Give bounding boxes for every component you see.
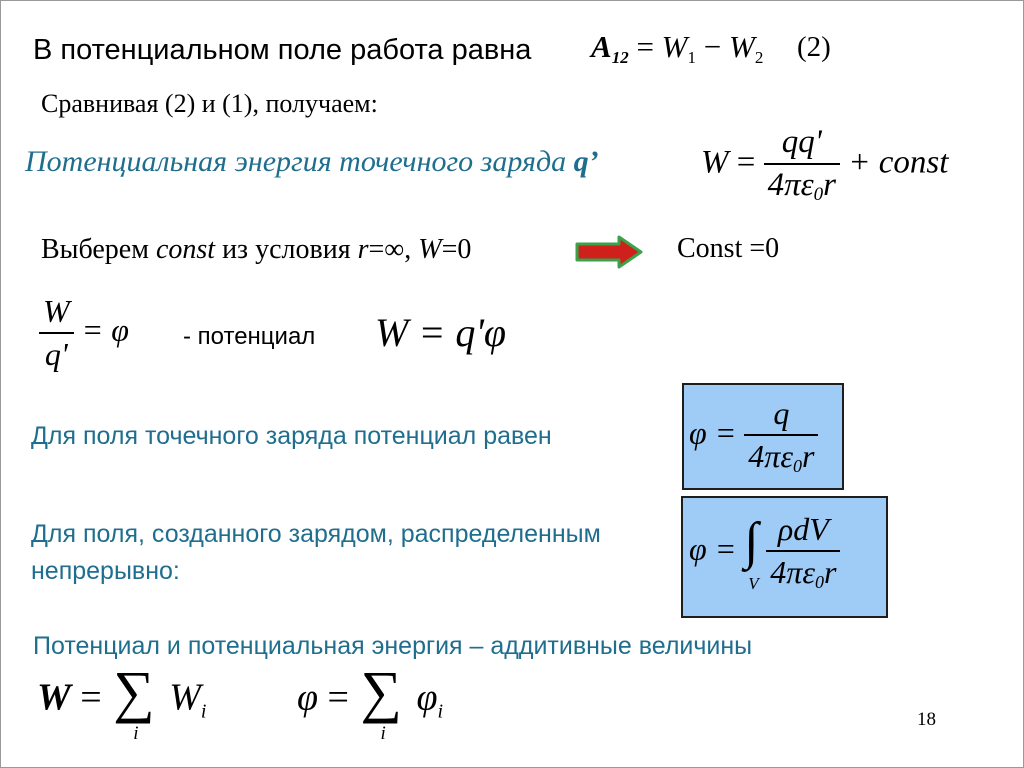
- page-number: 18: [917, 709, 936, 730]
- comparison-text: Сравнивая (2) и (1), получаем:: [41, 89, 378, 118]
- continuous-charge-potential-box: [681, 496, 888, 618]
- right-arrow-icon: [575, 235, 643, 269]
- additive-quantities-text: Потенциал и потенциальная энергия – аддитивные величины: [33, 632, 753, 660]
- potential-energy-equation: W = $\frac{qq'}{4\pi\varepsilon 0r}$ + const: [701, 124, 949, 205]
- continuous-charge-potential-formula: φ = ∫ V $\frac{\text{ρdV}}{4\pi\varepsilon 0r}$: [689, 511, 840, 593]
- const-result: Const =0: [677, 233, 780, 264]
- potential-energy-heading: Потенциальная энергия точечного заряда q’: [25, 145, 599, 178]
- potential-label: - потенциал: [183, 323, 316, 350]
- point-charge-potential-formula: φ = $\frac{q}{4\pi\varepsilon 0r}$: [689, 395, 818, 477]
- energy-sum-equation: W = ∑ i $W_i$: [37, 659, 207, 744]
- summation-sign: ∑: [113, 659, 155, 724]
- point-charge-potential-box: [682, 383, 844, 490]
- equation-ref-2: (2): [797, 31, 831, 63]
- potential-sum-equation: φ = ∑ i $\varphi_i$: [297, 659, 444, 744]
- summation-sign: ∑: [360, 659, 402, 724]
- work-equation: A12 = W1 − W2: [591, 29, 764, 67]
- energy-potential-relation: W = q'φ: [375, 310, 506, 355]
- integral-sign: ∫: [744, 513, 759, 570]
- point-charge-text: Для поля точечного заряда потенциал равен: [31, 422, 552, 450]
- continuous-charge-text-line1: Для поля, созданного зарядом, распределенным: [31, 520, 601, 548]
- work-statement: В потенциальном поле работа равна: [33, 34, 532, 66]
- continuous-charge-text-line2: непрерывно:: [31, 557, 180, 585]
- sum-index: i: [133, 723, 139, 744]
- potential-definition-equation: $\frac{W}{q'}$ = φ: [39, 293, 129, 373]
- const-condition-text: Выберем const из условия r=∞, W=0: [41, 234, 472, 265]
- integral-limit: V: [748, 574, 759, 593]
- sum-index: i: [380, 723, 386, 744]
